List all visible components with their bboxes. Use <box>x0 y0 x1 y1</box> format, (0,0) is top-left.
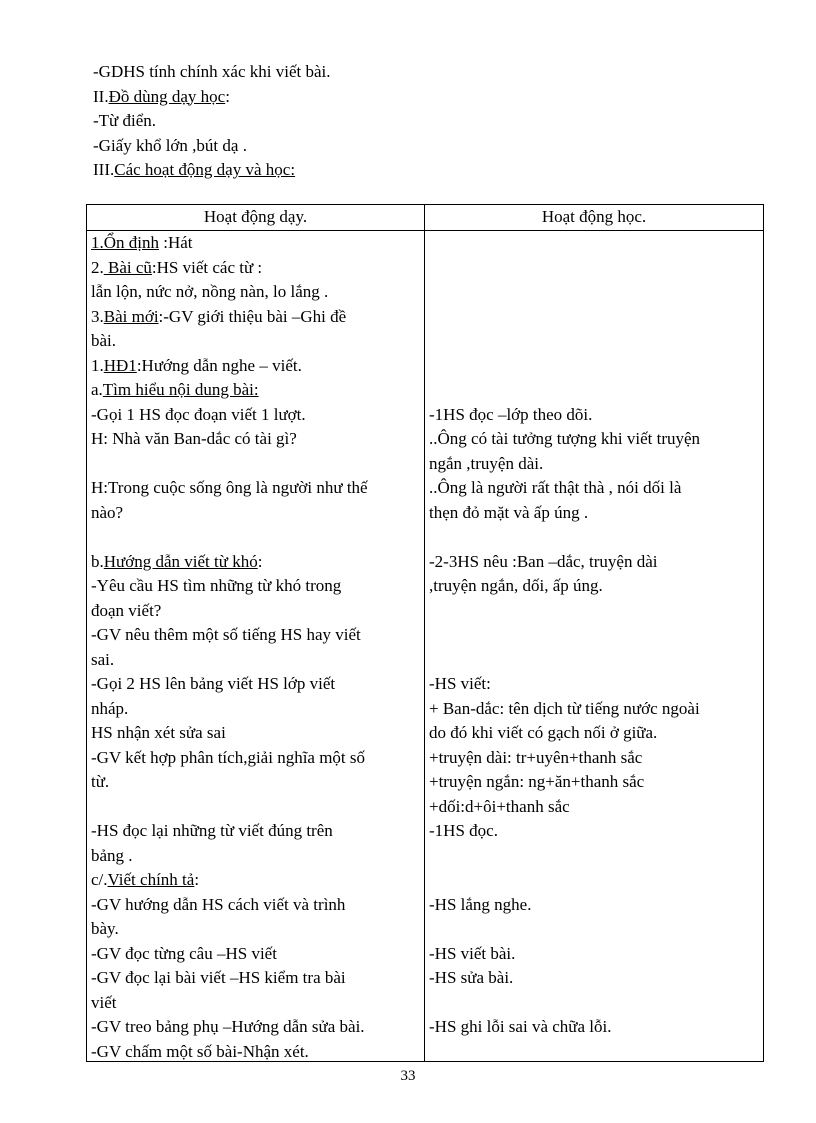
student-response: -HS viết: <box>429 674 491 693</box>
student-response: + Ban-dắc: tên dịch từ tiếng nước ngoài <box>429 698 700 718</box>
student-response: do đó khi viết có gạch nối ở giữa. <box>429 723 658 742</box>
text-line: sai. <box>91 649 115 669</box>
text-line: -Gọi 1 HS đọc đoạn viết 1 lượt. <box>91 404 306 424</box>
teacher-activity-cell <box>87 231 425 1062</box>
text-line: bảng . <box>91 845 133 865</box>
intro-section <box>93 60 331 183</box>
section-3-number: III. <box>93 160 115 179</box>
student-response: ..Ông là người rất thật thà , nói dối là <box>429 478 682 497</box>
section-2-colon: : <box>225 86 230 106</box>
table-header-row <box>87 205 764 231</box>
subsection-a-heading: a.Tìm hiểu nội dung bài: <box>91 380 259 399</box>
step-review: 2. Bài cũ:HS viết các từ : <box>91 257 263 277</box>
student-response: -1HS đọc –lớp theo dõi. <box>429 404 593 424</box>
text-line: viết <box>91 992 117 1012</box>
header-teacher-activity: Hoạt động dạy. <box>87 205 425 231</box>
table-body-row <box>87 231 764 1062</box>
student-response: -HS lắng nghe. <box>429 894 532 914</box>
student-response: +truyện ngắn: ng+ăn+thanh sắc <box>429 772 645 791</box>
lesson-activities-table <box>86 204 764 1062</box>
header-student-activity: Hoạt động học. <box>425 205 764 231</box>
text-line: nháp. <box>91 698 129 718</box>
student-response: -HS viết bài. <box>429 943 516 963</box>
review-words: lẫn lộn, nức nở, nồng nàn, lo lắng . <box>91 282 329 301</box>
activity-1-heading: 1.HĐ1:Hướng dẫn nghe – viết. <box>91 355 302 375</box>
text-line: -GV đọc lại bài viết –HS kiểm tra bài <box>91 968 346 987</box>
material-item-paper: -Giấy khổ lớn ,bút dạ . <box>93 135 247 155</box>
student-response: thẹn đỏ mặt và ấp úng . <box>429 502 589 522</box>
text-line: -GV đọc từng câu –HS viết <box>91 943 277 963</box>
text-line: HS nhận xét sửa sai <box>91 723 226 742</box>
material-item-dictionary: -Từ điển. <box>93 111 157 130</box>
section-2-heading <box>93 85 331 110</box>
subsection-b-heading: b.Hướng dẫn viết từ khó: <box>91 551 263 571</box>
step-stabilize: 1.Ổn định :Hát <box>91 233 193 252</box>
student-response: -1HS đọc. <box>429 821 498 840</box>
text-line: -GV nêu thêm một số tiếng HS hay viết <box>91 625 361 644</box>
subsection-c-heading: c/.Viết chính tả: <box>91 870 200 889</box>
text-line: bày. <box>91 919 119 938</box>
text-line: -Yêu cầu HS tìm những từ khó trong <box>91 576 342 595</box>
student-response: -HS ghi lỗi sai và chữa lỗi. <box>429 1017 612 1036</box>
text-line: -GV kết hợp phân tích,giải nghĩa một số <box>91 747 366 767</box>
student-response: ngắn ,truyện dài. <box>429 453 544 473</box>
section-3-title: Các hoạt động dạy và học: <box>114 160 296 179</box>
section-3-heading <box>93 158 331 183</box>
question-line: H: Nhà văn Ban-dắc có tài gì? <box>91 429 297 448</box>
student-response: ,truyện ngắn, dối, ấp úng. <box>429 576 603 595</box>
section-2-number: II. <box>93 86 109 106</box>
spacer <box>91 795 420 820</box>
step-new-lesson: 3.Bài mới:-GV giới thiệu bài –Ghi đề <box>91 306 347 326</box>
objective-line: -GDHS tính chính xác khi viết bài. <box>93 62 331 81</box>
text-line: -GV hướng dẫn HS cách viết và trình <box>91 894 346 914</box>
text-line: nào? <box>91 502 124 522</box>
text-line: đoạn viết? <box>91 600 162 620</box>
text-line: -HS đọc lại những từ viết đúng trên <box>91 821 333 840</box>
text-line: -GV treo bảng phụ –Hướng dẫn sửa bài. <box>91 1017 365 1036</box>
text-line: bài. <box>91 331 117 350</box>
page-number: 33 <box>400 1068 416 1084</box>
student-activity-cell <box>425 231 764 1062</box>
student-response: ..Ông có tài tưởng tượng khi viết truyện <box>429 429 701 448</box>
text-line: -Gọi 2 HS lên bảng viết HS lớp viết <box>91 674 336 693</box>
text-line: -GV chấm một số bài-Nhận xét. <box>91 1041 309 1061</box>
student-response: +dối:d+ôi+thanh sắc <box>429 796 570 816</box>
student-response: +truyện dài: tr+uyên+thanh sắc <box>429 747 643 767</box>
text-line: từ. <box>91 772 110 791</box>
student-response: -2-3HS nêu :Ban –dắc, truyện dài <box>429 551 658 571</box>
spacer <box>91 452 420 477</box>
section-2-title: Đồ dùng dạy học <box>108 86 226 106</box>
question-line: H:Trong cuộc sống ông là người như thế <box>91 478 368 497</box>
spacer <box>91 525 420 550</box>
student-response: -HS sửa bài. <box>429 968 514 987</box>
